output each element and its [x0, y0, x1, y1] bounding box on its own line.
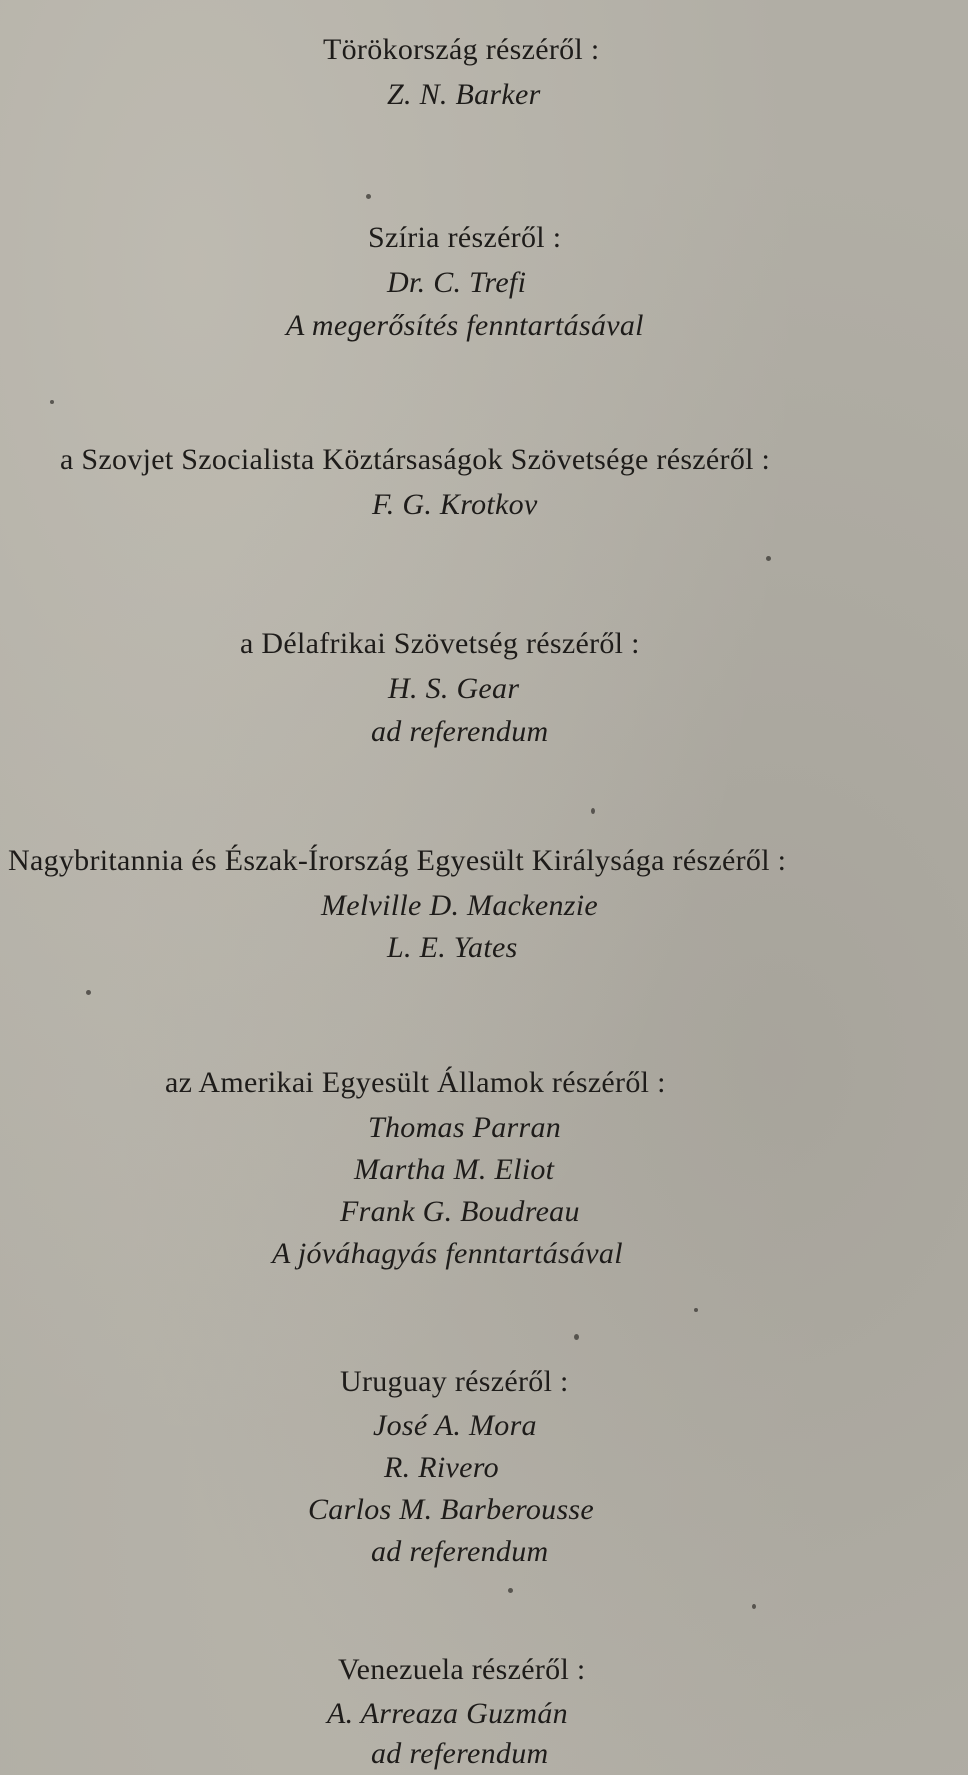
paper-speck [508, 1588, 513, 1593]
signatory-name: Dr. C. Trefi [387, 266, 527, 299]
paper-speck [366, 194, 371, 199]
signatory-name: Martha M. Eliot [354, 1153, 555, 1186]
signatory-name: Thomas Parran [368, 1111, 562, 1144]
country-heading: a Délafrikai Szövetség részéről : [240, 627, 640, 660]
paper-speck [86, 990, 91, 995]
reservation-note: ad referendum [371, 1535, 549, 1568]
signatory-name: F. G. Krotkov [372, 488, 538, 521]
signatory-name: Z. N. Barker [387, 78, 541, 111]
signatory-name: R. Rivero [384, 1451, 499, 1484]
signatory-name: Frank G. Boudreau [340, 1195, 580, 1228]
country-heading: Venezuela részéről : [338, 1653, 586, 1686]
signatory-name: Carlos M. Barberousse [308, 1493, 595, 1526]
paper-speck [766, 556, 771, 561]
paper-speck [591, 808, 595, 814]
paper-speck [574, 1334, 579, 1340]
paper-speck [50, 400, 54, 404]
country-heading: Uruguay részéről : [340, 1365, 569, 1398]
country-heading: Szíria részéről : [368, 221, 562, 254]
country-heading: az Amerikai Egyesült Államok részéről : [165, 1066, 666, 1099]
signatory-name: H. S. Gear [388, 672, 520, 705]
country-heading: Nagybritannia és Észak-Írország Egyesült Királysága részéről : [8, 844, 787, 877]
signatory-name: L. E. Yates [387, 931, 518, 964]
reservation-note: A megerősítés fenntartásával [286, 309, 644, 342]
country-heading: a Szovjet Szocialista Köztársaságok Szövetsége részéről : [60, 443, 771, 476]
signatory-name: A. Arreaza Guzmán [327, 1697, 568, 1730]
signatory-name: Melville D. Mackenzie [321, 889, 599, 922]
signatory-name: José A. Mora [373, 1409, 537, 1442]
reservation-note: A jóváhagyás fenntartásával [272, 1237, 623, 1270]
reservation-note: ad referendum [371, 1737, 549, 1770]
country-heading: Törökország részéről : [323, 33, 600, 66]
paper-speck [694, 1308, 698, 1312]
reservation-note: ad referendum [371, 715, 549, 748]
paper-speck [752, 1604, 756, 1609]
